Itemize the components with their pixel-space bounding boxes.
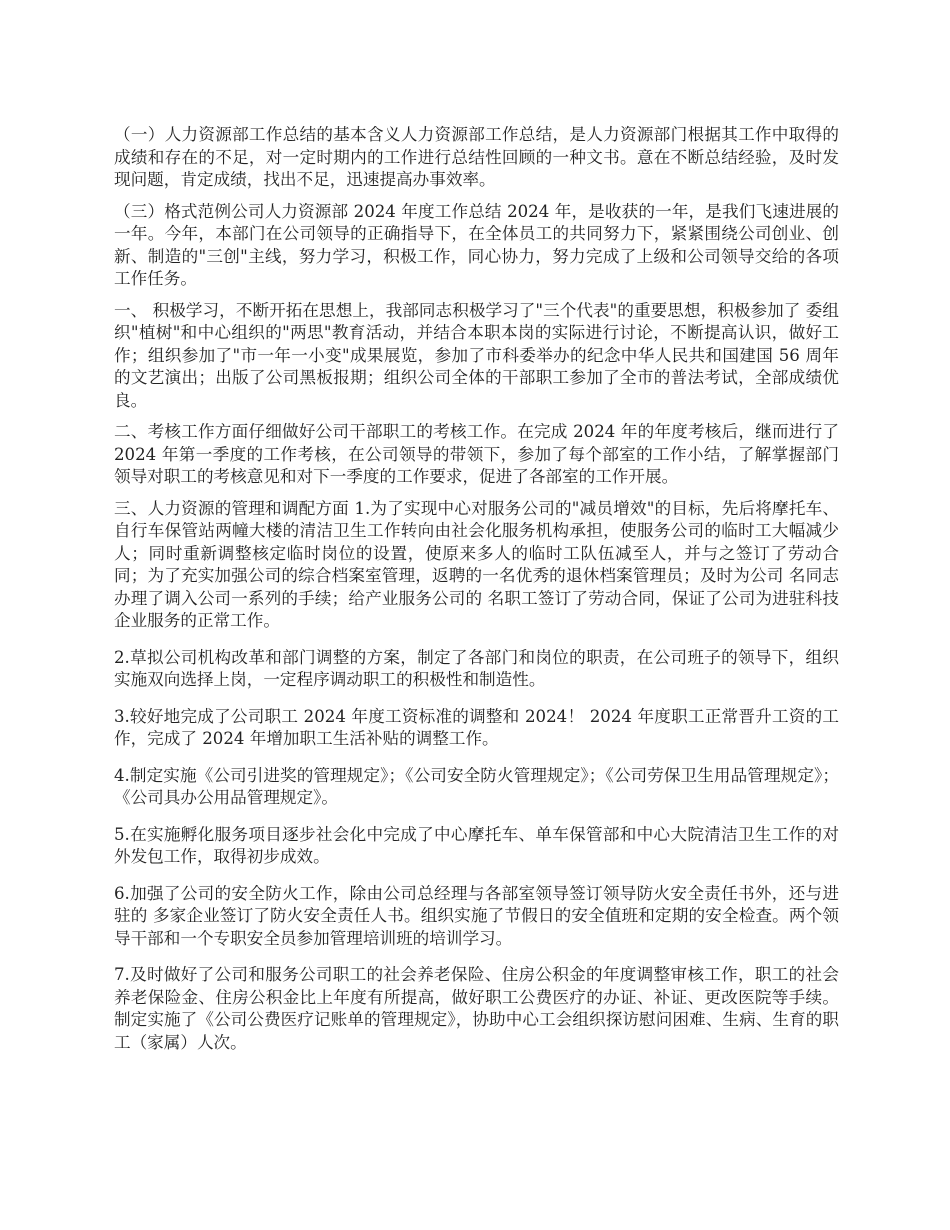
paragraph-intro: （一）人力资源部工作总结的基本含义人力资源部工作总结，是人力资源部门根据其工作中取得的成绩和存在的不足，对一定时期内的工作进行总结性回顾的一种文书。意在不断总结经验，及时发现问题，肯定成绩，找出不足，迅速提高办事效率。 (114, 125, 839, 189)
paragraph-format-example: （三）格式范例公司人力资源部 2024 年度工作总结 2024 年，是收获的一年，是我们飞速进展的一年。今年，本部门在公司领导的正确指导下，在全体员工的共同努力下，紧紧围绕公司创业、创新、制造的"三创"主线，努力学习，积极工作，同心协力，努力完成了上级和公司领导交给的各项工作任务。 (114, 201, 839, 288)
paragraph-item-5: 5.在实施孵化服务项目逐步社会化中完成了中心摩托车、单车保管部和中心大院清洁卫生工作的对外发包工作，取得初步成效。 (114, 824, 839, 866)
paragraph-item-7: 7.及时做好了公司和服务公司职工的社会养老保险、住房公积金的年度调整审核工作，职工的社会养老保险金、住房公积金比上年度有所提高，做好职工公费医疗的办证、补证、更改医院等手续。制定实施了《公司公费医疗记账单的管理规定》，协助中心工会组织探访慰问困难、生病、生育的职工（家属）人次。 (114, 965, 839, 1052)
paragraph-item-4: 4.制定实施《公司引进奖的管理规定》；《公司安全防火管理规定》；《公司劳保卫生用品管理规定》；《公司具办公用品管理规定》。 (114, 765, 839, 807)
paragraph-item-6: 6.加强了公司的安全防火工作，除由公司总经理与各部室领导签订领导防火安全责任书外，还与进驻的 多家企业签订了防火安全责任人书。组织实施了节假日的安全值班和定期的安全检查。两个领导干部和一个专职安全员参加管理培训班的培训学习。 (114, 883, 839, 948)
paragraph-section-2: 二、考核工作方面仔细做好公司干部职工的考核工作。在完成 2024 年的年度考核后，继而进行了 2024 年第一季度的工作考核，在公司领导的带领下，参加了每个部室的工作小结，了解掌握部门领导对职工的考核意见和对下一季度的工作要求，促进了各部室的工作开展。 (114, 422, 839, 486)
paragraph-item-2: 2.草拟公司机构改革和部门调整的方案，制定了各部门和岗位的职责，在公司班子的领导下，组织实施双向选择上岗，一定程序调动职工的积极性和制造性。 (114, 647, 839, 689)
document-body (114, 124, 839, 1063)
paragraph-section-1: 一、 积极学习，不断开拓在思想上，我部同志积极学习了"三个代表"的重要思想，积极参加了 委组织"植树"和中心组织的"两思"教育活动，并结合本职本岗的实际进行讨论，不断提高认识，做好工作；组织参加了"市一年一小变"成果展览，参加了市科委举办的纪念中华人民共和国建国 56 周年的文艺演出；出版了公司黑板报期；组织公司全体的干部职工参加了全市的普法考试，全部成绩优良。 (114, 300, 839, 410)
paragraph-section-3: 三、人力资源的管理和调配方面 1.为了实现中心对服务公司的"减员增效"的目标，先后将摩托车、自行车保管站两幢大楼的清洁卫生工作转向由社会化服务机构承担，使服务公司的临时工大幅减少人；同时重新调整核定临时岗位的设置，使原来多人的临时工队伍减至人，并与之签订了劳动合同；为了充实加强公司的综合档案室管理，返聘的一名优秀的退休档案管理员；及时为公司 名同志办理了调入公司一系列的手续；给产业服务公司的 名职工签订了劳动合同，保证了公司为进驻科技企业服务的正常工作。 (114, 498, 839, 630)
paragraph-item-3: 3.较好地完成了公司职工 2024 年度工资标准的调整和 2024！ 2024 年度职工正常晋升工资的工作，完成了 2024 年增加职工生活补贴的调整工作。 (114, 706, 839, 748)
